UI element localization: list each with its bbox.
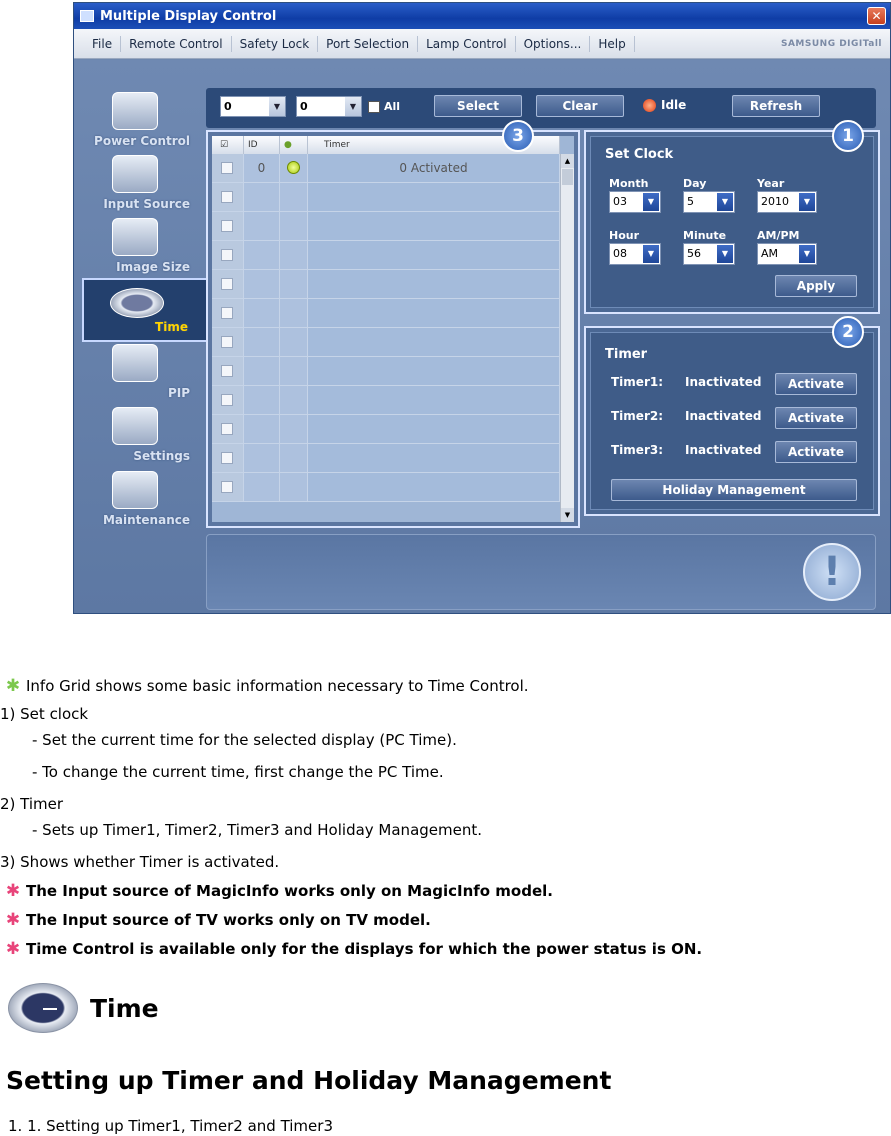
checkbox-icon: [368, 101, 380, 113]
row-id-cell: [244, 212, 280, 240]
row-timer-cell: [308, 444, 560, 472]
row-id-cell: [244, 357, 280, 385]
image-size-icon: [112, 218, 158, 256]
year-label: Year: [757, 177, 785, 190]
sidebar-item-settings[interactable]: [82, 405, 210, 469]
table-row[interactable]: [212, 241, 560, 270]
minute-value: 56: [687, 247, 701, 260]
timer2-activate-button[interactable]: Activate: [775, 407, 857, 429]
menu-options[interactable]: Options...: [516, 36, 591, 52]
table-row[interactable]: [212, 328, 560, 357]
scroll-thumb[interactable]: [562, 169, 573, 185]
minute-select[interactable]: [683, 243, 735, 265]
set-clock-title: Set Clock: [605, 147, 674, 162]
message-bar: [206, 534, 876, 610]
note-2: [2, 910, 431, 930]
section-title-text: Time: [90, 993, 159, 1023]
status-led-icon: [643, 99, 656, 112]
scroll-down-icon[interactable]: ▼: [561, 508, 574, 522]
table-row[interactable]: [212, 357, 560, 386]
row-id-cell: [244, 386, 280, 414]
select-from-value: 0: [224, 100, 232, 113]
timer2-label: Timer2:: [611, 409, 664, 423]
title-bar: [74, 3, 890, 29]
holiday-management-button[interactable]: Holiday Management: [611, 479, 857, 501]
sidebar-item-maintenance[interactable]: [82, 469, 210, 533]
status-led-icon: [287, 161, 300, 174]
status-indicator: [643, 98, 686, 112]
row-checkbox-cell[interactable]: [212, 473, 244, 501]
row-status-cell: [280, 328, 308, 356]
checkbox-icon[interactable]: [221, 307, 233, 319]
chevron-down-icon: ▼: [717, 193, 733, 211]
minute-label: Minute: [683, 229, 727, 242]
scroll-up-icon[interactable]: ▲: [561, 154, 574, 168]
checkbox-icon[interactable]: [221, 365, 233, 377]
checkbox-icon[interactable]: [221, 481, 233, 493]
menu-safety-lock[interactable]: Safety Lock: [232, 36, 319, 52]
row-timer-cell: [308, 386, 560, 414]
row-timer-cell: [308, 270, 560, 298]
app-icon: [80, 10, 94, 22]
row-status-cell: [280, 154, 308, 182]
hour-select[interactable]: [609, 243, 661, 265]
row-timer-cell: [308, 357, 560, 385]
chevron-down-icon: ▼: [643, 245, 659, 263]
timer-inner: [590, 332, 874, 510]
note-1: [2, 881, 553, 901]
row-status-cell: [280, 444, 308, 472]
chevron-down-icon: ▼: [269, 97, 285, 116]
row-checkbox-cell[interactable]: [212, 299, 244, 327]
timer1-label: Timer1:: [611, 375, 664, 389]
row-status-cell: [280, 357, 308, 385]
sidebar-item-time[interactable]: [82, 278, 210, 342]
ampm-select[interactable]: [757, 243, 817, 265]
row-id-cell: [244, 473, 280, 501]
row-timer-cell: [308, 241, 560, 269]
grid-scrollbar[interactable]: [560, 154, 574, 522]
timer3-state: Inactivated: [685, 443, 762, 457]
menu-file[interactable]: File: [84, 36, 121, 52]
year-value: 2010: [761, 195, 789, 208]
menu-bar: [74, 29, 890, 59]
item-3: 3) Shows whether Timer is activated.: [0, 853, 280, 871]
timer1-state: Inactivated: [685, 375, 762, 389]
sidebar-label: Power Control: [94, 134, 190, 148]
row-status-cell: [280, 270, 308, 298]
checkbox-icon[interactable]: [221, 220, 233, 232]
item-2: 2) Timer: [0, 795, 64, 813]
month-value: 03: [613, 195, 627, 208]
menu-port-selection[interactable]: Port Selection: [318, 36, 418, 52]
ampm-value: AM: [761, 247, 779, 260]
sidebar-item-power-control[interactable]: [82, 90, 210, 154]
hour-label: Hour: [609, 229, 640, 242]
timer3-label: Timer3:: [611, 443, 664, 457]
table-row[interactable]: [212, 473, 560, 502]
sidebar-item-image-size[interactable]: [82, 216, 210, 280]
select-to-dropdown[interactable]: [296, 96, 362, 117]
sidebar-label: Settings: [133, 449, 190, 463]
callout-badge-3: 3: [502, 120, 534, 152]
checkbox-icon[interactable]: [221, 394, 233, 406]
row-status-cell: [280, 386, 308, 414]
chevron-down-icon: ▼: [717, 245, 733, 263]
star-icon: ✱: [5, 939, 21, 959]
menu-lamp-control[interactable]: Lamp Control: [418, 36, 516, 52]
power-control-icon: [112, 92, 158, 130]
row-status-cell: [280, 299, 308, 327]
table-row[interactable]: [212, 444, 560, 473]
header-id: ID: [244, 136, 280, 154]
row-id-cell: [244, 299, 280, 327]
chevron-down-icon: ▼: [643, 193, 659, 211]
year-select[interactable]: [757, 191, 817, 213]
row-id-cell: [244, 241, 280, 269]
pip-icon: [112, 344, 158, 382]
settings-icon: [112, 407, 158, 445]
table-row[interactable]: [212, 415, 560, 444]
info-grid-frame: [206, 130, 580, 528]
hour-value: 08: [613, 247, 627, 260]
row-checkbox-cell[interactable]: [212, 154, 244, 182]
row-timer-cell: [308, 299, 560, 327]
table-row[interactable]: [212, 212, 560, 241]
header-status-icon: ●: [280, 136, 308, 154]
step-1: 1. 1. Setting up Timer1, Timer2 and Timer3: [8, 1117, 333, 1135]
item-1b: - To change the current time, first change the PC Time.: [32, 763, 444, 781]
table-row[interactable]: [212, 154, 560, 183]
row-id-cell: [244, 270, 280, 298]
row-status-cell: [280, 212, 308, 240]
item-1a: - Set the current time for the selected display (PC Time).: [32, 731, 457, 749]
row-status-cell: [280, 415, 308, 443]
brand-logo: SAMSUNG DIGITall: [780, 38, 882, 49]
table-row[interactable]: [212, 299, 560, 328]
item-1: 1) Set clock: [0, 705, 89, 723]
row-id-cell: [244, 444, 280, 472]
callout-badge-1: 1: [832, 120, 864, 152]
menu-help[interactable]: Help: [590, 36, 634, 52]
timer-panel: [584, 326, 880, 516]
row-timer-cell: [308, 183, 560, 211]
row-checkbox-cell[interactable]: [212, 328, 244, 356]
sidebar-item-input-source[interactable]: [82, 153, 210, 217]
row-id-cell: [244, 415, 280, 443]
star-icon: ✱: [5, 881, 21, 901]
window-title: Multiple Display Control: [100, 8, 277, 24]
ampm-label: AM/PM: [757, 229, 800, 242]
table-row[interactable]: [212, 183, 560, 212]
row-id-cell: [244, 183, 280, 211]
callout-badge-2: 2: [832, 316, 864, 348]
row-checkbox-cell[interactable]: [212, 357, 244, 385]
warning-icon: !: [803, 543, 861, 601]
row-id-cell: [244, 154, 280, 182]
checkbox-icon[interactable]: [221, 249, 233, 261]
note-3: [2, 939, 702, 959]
header-checkbox[interactable]: ☑: [212, 136, 244, 154]
month-select[interactable]: [609, 191, 661, 213]
row-id: 0: [257, 161, 266, 175]
main-area: [74, 60, 890, 613]
chevron-down-icon: ▼: [799, 245, 815, 263]
table-row[interactable]: [212, 270, 560, 299]
row-timer-cell: [308, 328, 560, 356]
checkbox-icon[interactable]: [221, 336, 233, 348]
timer1-activate-button[interactable]: Activate: [775, 373, 857, 395]
checkbox-icon[interactable]: [221, 191, 233, 203]
sidebar-label: Input Source: [103, 197, 190, 211]
checkbox-icon[interactable]: [221, 423, 233, 435]
table-row[interactable]: [212, 386, 560, 415]
toolbar: [206, 88, 876, 128]
select-from-dropdown[interactable]: [220, 96, 286, 117]
menu-remote-control[interactable]: Remote Control: [121, 36, 232, 52]
chevron-down-icon: ▼: [345, 97, 361, 116]
intro-line: [2, 676, 529, 696]
apply-button[interactable]: Apply: [775, 275, 857, 297]
page-heading: Setting up Timer and Holiday Management: [6, 1066, 612, 1095]
star-icon: ✱: [5, 676, 21, 696]
row-checkbox-cell[interactable]: [212, 444, 244, 472]
checkbox-icon[interactable]: [221, 278, 233, 290]
timer-title: Timer: [605, 347, 648, 362]
intro-text: Info Grid shows some basic information necessary to Time Control.: [26, 677, 529, 695]
clock-icon: [110, 288, 164, 318]
row-checkbox-cell[interactable]: [212, 241, 244, 269]
all-checkbox[interactable]: [368, 100, 400, 113]
close-icon[interactable]: ✕: [867, 7, 886, 25]
sidebar-label: Image Size: [116, 260, 190, 274]
sidebar-item-pip[interactable]: [82, 342, 210, 406]
row-id-cell: [244, 328, 280, 356]
status-text: Idle: [661, 98, 687, 112]
set-clock-panel: [584, 130, 880, 314]
day-label: Day: [683, 177, 707, 190]
row-timer-cell: [308, 154, 560, 182]
row-timer-cell: [308, 212, 560, 240]
row-checkbox-cell[interactable]: [212, 270, 244, 298]
note-2-text: The Input source of TV works only on TV model.: [26, 911, 431, 929]
clock-icon: [8, 983, 78, 1033]
month-label: Month: [609, 177, 649, 190]
row-timer-cell: [308, 415, 560, 443]
row-checkbox-cell[interactable]: [212, 183, 244, 211]
refresh-button[interactable]: Refresh: [732, 95, 820, 117]
header-timer: Timer: [308, 136, 560, 154]
checkbox-icon[interactable]: [221, 162, 233, 174]
timer3-activate-button[interactable]: Activate: [775, 441, 857, 463]
item-2a: - Sets up Timer1, Timer2, Timer3 and Holiday Management.: [32, 821, 483, 839]
day-value: 5: [687, 195, 694, 208]
section-title: [8, 983, 159, 1033]
info-grid: [212, 136, 574, 522]
note-3-text: Time Control is available only for the displays for which the power status is ON.: [26, 940, 703, 958]
note-1-text: The Input source of MagicInfo works only on MagicInfo model.: [26, 882, 553, 900]
row-checkbox-cell[interactable]: [212, 386, 244, 414]
all-label: All: [384, 100, 401, 113]
row-timer-cell: [308, 473, 560, 501]
row-timer: 0 Activated: [399, 161, 468, 175]
app-window: [73, 2, 891, 614]
sidebar-label: Time: [155, 320, 188, 334]
input-source-icon: [112, 155, 158, 193]
day-select[interactable]: [683, 191, 735, 213]
row-status-cell: [280, 241, 308, 269]
timer2-state: Inactivated: [685, 409, 762, 423]
sidebar-label: Maintenance: [102, 513, 190, 527]
set-clock-inner: [590, 136, 874, 308]
clear-button[interactable]: Clear: [536, 95, 624, 117]
checkbox-icon[interactable]: [221, 452, 233, 464]
chevron-down-icon: ▼: [799, 193, 815, 211]
row-checkbox-cell[interactable]: [212, 415, 244, 443]
row-status-cell: [280, 473, 308, 501]
star-icon: ✱: [5, 910, 21, 930]
select-to-value: 0: [300, 100, 308, 113]
maintenance-icon: [112, 471, 158, 509]
row-checkbox-cell[interactable]: [212, 212, 244, 240]
row-status-cell: [280, 183, 308, 211]
select-button[interactable]: Select: [434, 95, 522, 117]
sidebar-label: PIP: [167, 386, 190, 400]
